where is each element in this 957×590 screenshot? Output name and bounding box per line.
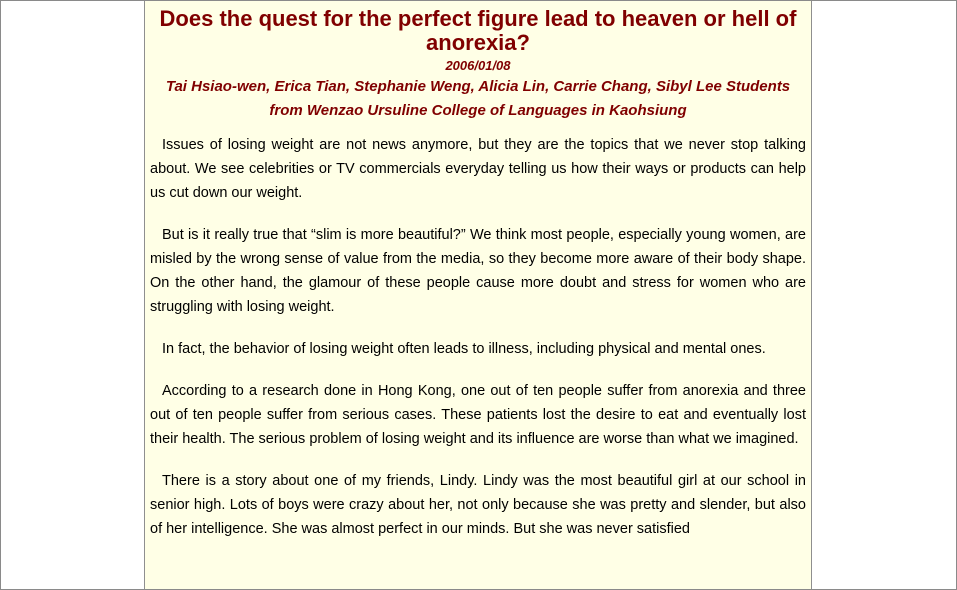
article-paragraph-1: Issues of losing weight are not news anymore, but they are the topics that we never stop talking about. We see celebrities or TV commercials everyday telling us how their ways or products can help us cut down our weight.	[150, 137, 806, 201]
article-column	[144, 1, 812, 590]
article-authors: Tai Hsiao-wen, Erica Tian, Stephanie Weng, Alicia Lin, Carrie Chang, Sibyl Lee Students from Wenzao Ursuline College of Languages in Kaohsiung	[165, 78, 791, 119]
article-paragraph-2: But is it really true that “slim is more beautiful?” We think most people, especially young women, are misled by the wrong sense of value from the media, so they become more aware of their body shape. On the other hand, the glamour of these people cause more doubt and stress for women who are struggling with losing weight.	[150, 227, 806, 315]
article-paragraph-5: There is a story about one of my friends, Lindy. Lindy was the most beautiful girl at our school in senior high. Lots of boys were crazy about her, not only because she was pretty and slender, but also of her intelligence. She was almost perfect in our minds. But she was never satisfied	[150, 473, 806, 537]
article-paragraph-4: According to a research done in Hong Kong, one out of ten people suffer from anorexia and three out of ten people suffer from serious cases. These patients lost the desire to eat and eventually lost their health. The serious problem of losing weight and its influence are worse than what we imagined.	[150, 383, 806, 447]
article-date: 2006/01/08	[445, 58, 511, 73]
article-title: Does the quest for the perfect figure lead to heaven or hell of anorexia?	[159, 6, 797, 55]
article-paragraph-3: In fact, the behavior of losing weight often leads to illness, including physical and mental ones.	[162, 341, 766, 357]
